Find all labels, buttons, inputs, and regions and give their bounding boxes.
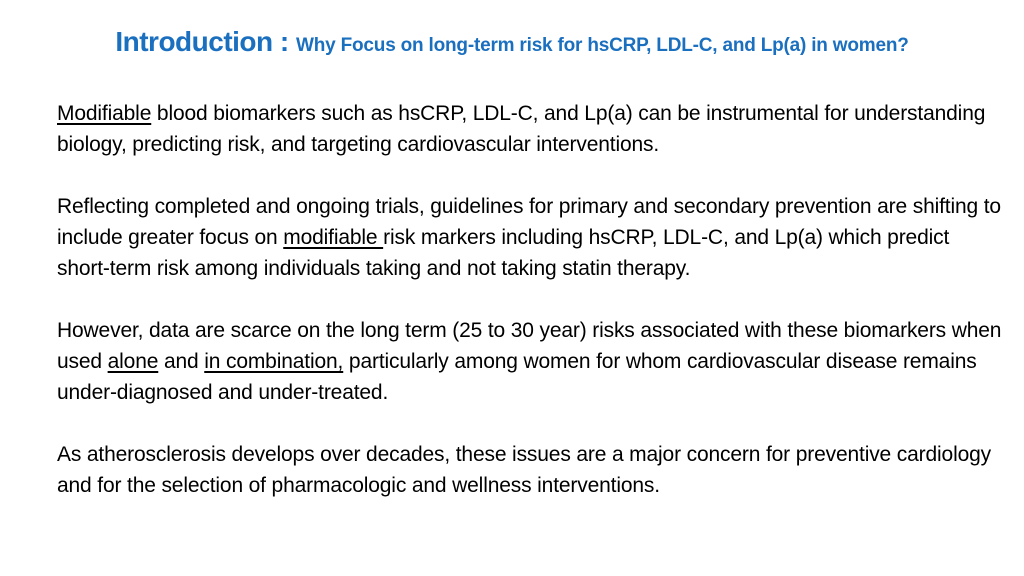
paragraph-atherosclerosis bbox=[57, 439, 1007, 501]
paragraph-text: and bbox=[158, 350, 205, 373]
paragraph-text: However, data are scarce on the long term (25 to 30 year) risks associated with these biomarkers when used bbox=[57, 319, 1002, 373]
paragraph-modifiable-biomarkers bbox=[57, 98, 1007, 160]
paragraph-text: risk markers including hsCRP, LDL-C, and Lp(a) which predict short-term risk among individuals taking and not taking statin therapy. bbox=[57, 226, 950, 280]
title-subtitle: Why Focus on long-term risk for hsCRP, LDL-C, and Lp(a) in women? bbox=[296, 35, 909, 56]
underlined-text: in combination, bbox=[204, 350, 344, 373]
paragraph-text: blood biomarkers such as hsCRP, LDL-C, and Lp(a) can be instrumental for understanding biology, predicting risk, and targeting cardiovascular interventions. bbox=[57, 102, 986, 156]
underlined-text: Modifiable bbox=[57, 102, 152, 125]
underlined-text: modifiable bbox=[283, 226, 384, 249]
paragraph-text: particularly among women for whom cardiovascular disease remains under-diagnosed and under-treated. bbox=[57, 350, 977, 404]
paragraph-data-scarce bbox=[57, 315, 1007, 408]
slide-title bbox=[0, 26, 1024, 58]
underlined-text: alone bbox=[107, 350, 159, 373]
paragraph-guidelines bbox=[57, 191, 1007, 284]
paragraph-text: As atherosclerosis develops over decades, these issues are a major concern for preventive cardiology and for the selection of pharmacologic and wellness interventions. bbox=[57, 443, 991, 497]
title-main: Introduction : bbox=[115, 26, 297, 57]
slide-body bbox=[57, 98, 1007, 532]
paragraph-text: Reflecting completed and ongoing trials, guidelines for primary and secondary prevention are shifting to include greater focus on bbox=[57, 195, 1001, 249]
